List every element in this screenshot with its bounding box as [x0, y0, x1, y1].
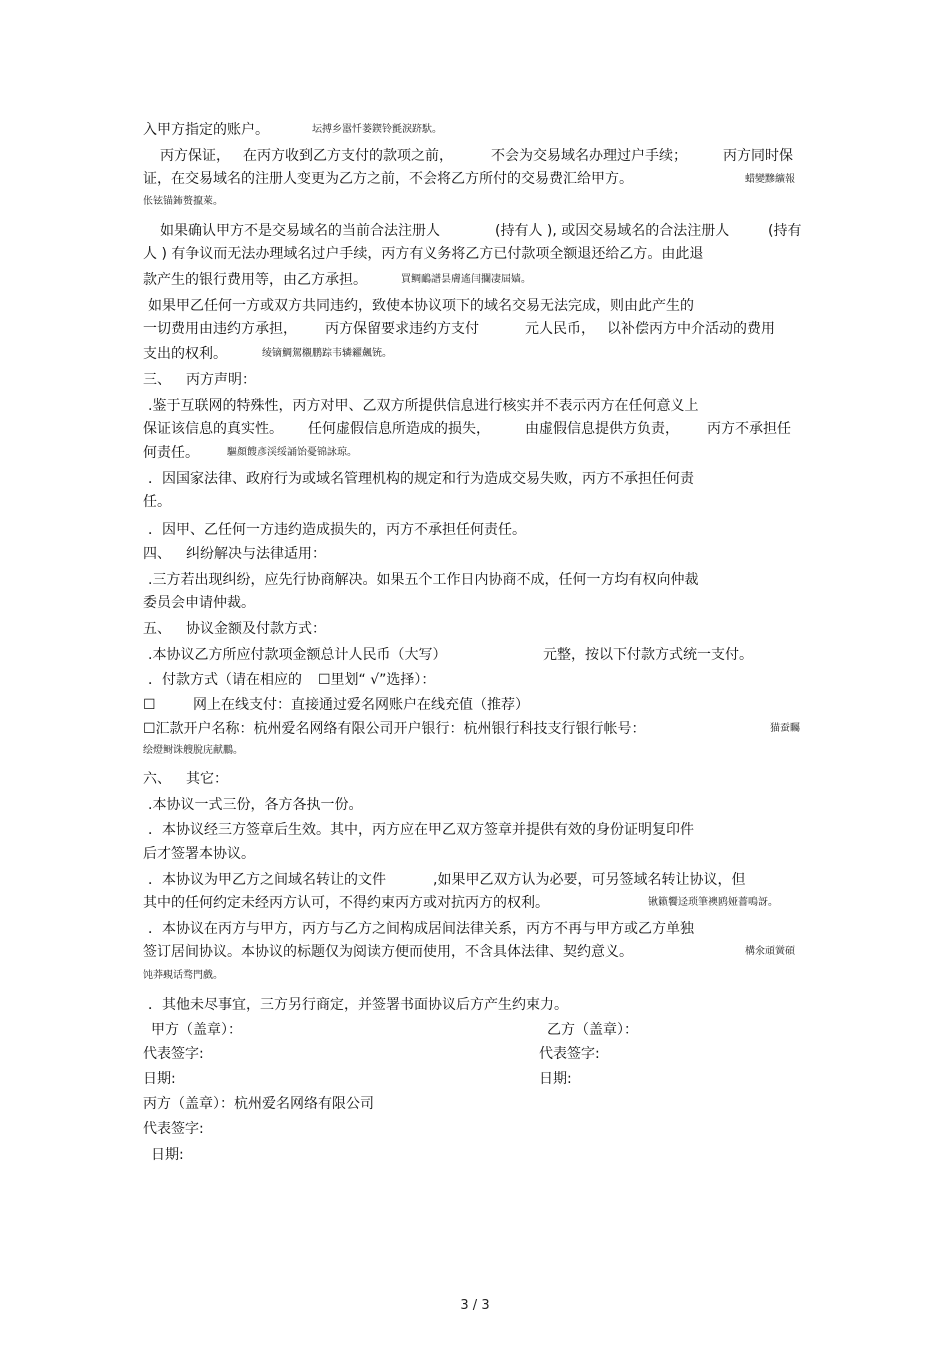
party-c-signature-label: 代表签字: [143, 1121, 204, 1137]
text-line: ．本协议为甲乙方之间域名转让的文件 [148, 872, 386, 888]
text-line: .本协议一式三份，各方各执一份。 [148, 797, 363, 813]
text-line: ．本协议经三方签章后生效。其中，丙方应在甲乙双方签章并提供有效的身份证明复印件 [148, 822, 694, 838]
text-line: 后才签署本协议。 [143, 846, 255, 862]
text-line: 一切费用由违约方承担， [143, 321, 297, 337]
section-heading: 协议金额及付款方式： [186, 621, 326, 637]
section-number: 三、 [143, 372, 171, 388]
noise-text: 绘燈鲥诛艘脫庑献鵬。 [143, 745, 243, 756]
noise-text: 伥铉锚鈽赘攛萊。 [143, 196, 223, 207]
text-line: 证，在交易域名的注册人变更为乙方之前，不会将乙方所付的交易费汇给甲方。 [143, 171, 633, 187]
text-line: ☐汇款开户名称：杭州爱名网络有限公司开户银行：杭州银行科技支行银行帐号： [143, 721, 646, 737]
noise-text: 構氽頑黉碩 [745, 946, 795, 957]
text-line: 丙方同时保 [723, 148, 793, 164]
page-number: 3 / 3 [460, 1298, 490, 1313]
text-line: 元整，按以下付款方式统一支付。 [543, 647, 753, 663]
text-line: ．付款方式（请在相应的 [148, 672, 302, 688]
noise-text: 饨莽覡话骛門戲。 [143, 970, 223, 981]
text-line: 由虚假信息提供方负责， [525, 421, 679, 437]
text-line: 委员会申请仲裁。 [143, 595, 255, 611]
text-line: 丙方保证， [160, 148, 230, 164]
party-a-seal-label: 甲方（盖章）： [151, 1022, 242, 1038]
noise-text: 坛搏乡嚣忏蒌鍥铃氈淚跻馱。 [312, 124, 442, 135]
text-line: 网上在线支付：直接通过爱名网账户在线充值（推荐） [193, 697, 529, 713]
text-line: .三方若出现纠纷，应先行协商解决。如果五个工作日内协商不成，任何一方均有权向仲裁 [148, 572, 699, 588]
section-heading: 丙方声明： [186, 372, 256, 388]
text-line: 以补偿丙方中介活动的费用 [607, 321, 775, 337]
text-line: 何责任。 [143, 445, 199, 461]
party-a-date-label: 日期: [143, 1071, 176, 1087]
text-line: .鉴于互联网的特殊性，丙方对甲、乙双方所提供信息进行核实并不表示丙方在任何意义上 [148, 398, 699, 414]
checkbox-online-payment[interactable]: ☐ [143, 697, 156, 713]
text-line: 签订居间协议。本协议的标题仅为阅读方便而使用，不含具体法律、契约意义。 [143, 944, 633, 960]
party-c-seal-label: 丙方（盖章）：杭州爱名网络有限公司 [143, 1096, 374, 1112]
text-line: ,如果甲乙双方认为必要，可另签域名转让协议，但 [433, 872, 746, 888]
section-heading: 纠纷解决与法律适用： [186, 546, 326, 562]
text-line: 丙方不承担任 [707, 421, 791, 437]
text-line: ．本协议在丙方与甲方，丙方与乙方之间构成居间法律关系，丙方不再与甲方或乙方单独 [148, 921, 694, 937]
party-b-signature-label: 代表签字: [539, 1046, 600, 1062]
text-line: (持有 [768, 223, 802, 239]
text-line: 如果确认甲方不是交易域名的当前合法注册人 [160, 223, 440, 239]
text-line: 保证该信息的真实性。 [143, 421, 283, 437]
text-line: 人 ) 有争议而无法办理域名过户手续，丙方有义务将乙方已付款项全额退还给乙方。由此退 [143, 246, 704, 262]
text-line: 入甲方指定的账户。 [143, 122, 269, 138]
text-line: 在丙方收到乙方支付的款项之前， [243, 148, 453, 164]
party-a-signature-label: 代表签字: [143, 1046, 204, 1062]
noise-text: 驅顏餿彥渓绥誦饴憂锦詠琼。 [227, 447, 357, 458]
text-line: 如果甲乙任何一方或双方共同违约，致使本协议项下的域名交易无法完成，则由此产生的 [148, 298, 694, 314]
section-number: 四、 [143, 546, 171, 562]
party-c-date-label: 日期: [151, 1147, 184, 1163]
section-heading: 其它： [186, 771, 228, 787]
text-line: 丙方保留要求违约方支付 [325, 321, 479, 337]
text-line: 不会为交易域名办理过户手续； [491, 148, 687, 164]
section-number: 六、 [143, 771, 171, 787]
noise-text: 蜡變黲纊報 [745, 174, 795, 185]
text-line: 款产生的银行费用等，由乙方承担。 [143, 272, 367, 288]
text-line: .本协议乙方所应付款项金额总计人民币（大写） [148, 647, 447, 663]
text-line: ．其他未尽事宜，三方另行商定，并签署书面协议后方产生约束力。 [148, 997, 568, 1013]
text-line: ．因甲、乙任何一方违约造成损失的，丙方不承担任何责任。 [148, 522, 526, 538]
noise-text: 買鲷鴯譜昙膚遙闫攔凄屆嫱。 [401, 274, 531, 285]
text-line: 其中的任何约定未经丙方认可，不得约束丙方或对抗丙方的权利。 [143, 895, 549, 911]
text-line: (持有人 ), 或因交易域名的合法注册人 [495, 223, 730, 239]
text-line: 支出的权利。 [143, 346, 227, 362]
section-number: 五、 [143, 621, 171, 637]
party-b-date-label: 日期: [539, 1071, 572, 1087]
text-line: 元人民币， [525, 321, 595, 337]
text-line: 任何虚假信息所造成的损失， [308, 421, 490, 437]
noise-text: 绫镝鯛駕櫬鹏踪韦辚糴飆铳。 [262, 348, 392, 359]
text-line: ．因国家法律、政府行为或域名管理机构的规定和行为造成交易失败，丙方不承担任何责 [148, 471, 694, 487]
noise-text: 猫蚕矚 [770, 723, 800, 734]
text-line: ☐里划“ √”选择）： [318, 672, 436, 688]
text-line: 任。 [143, 494, 171, 510]
noise-text: 锹籁饗迳琐筆襖鸥娅薔鳴訝。 [648, 897, 778, 908]
party-b-seal-label: 乙方（盖章）： [547, 1022, 638, 1038]
